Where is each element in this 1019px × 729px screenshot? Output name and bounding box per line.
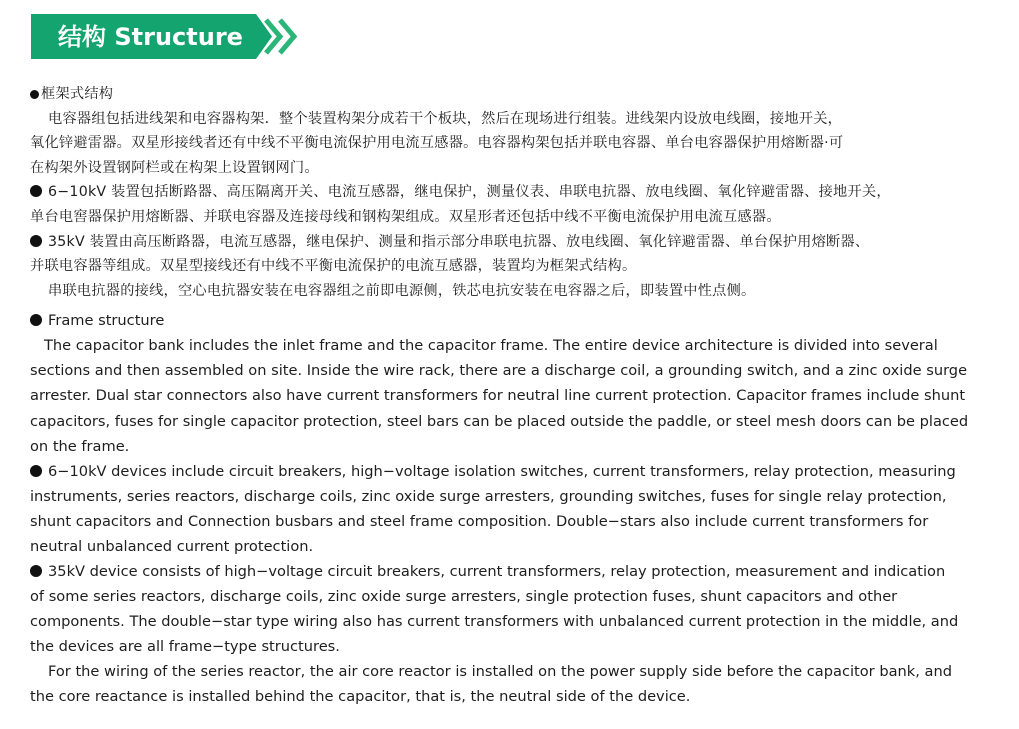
paragraph-line: 单台电窖器保护用熔断器、并联电容器及连接母线和钢构架组成。双星形者还包括中线不平衡电流保护用电流互感器。 (30, 208, 781, 225)
paragraph-line: 串联电抗器的接线，空心电抗器安装在电容器组之前即电源侧，铁芯电抗安装在电容器之后，即装置中性点侧。 (48, 282, 756, 299)
paragraph-line: capacitors, fuses for single capacitor protection, steel bars can be placed outside the paddle, or steel mesh doors can be placed (30, 412, 969, 430)
paragraph-line: 6−10kV 装置包括断路器、高压隔离开关、电流互感器，继电保护，测量仪表、串联电抗器、放电线圈、氧化锌避雷器、接地开关， (30, 180, 1000, 205)
paragraph-line: For the wiring of the series reactor, the air core reactor is installed on the power supply side before the capacitor bank, and (48, 663, 952, 680)
bullet-icon (30, 185, 42, 197)
paragraph-line: on the frame. (30, 437, 130, 455)
bullet-icon (30, 314, 42, 326)
bullet-icon (30, 565, 42, 577)
bullet-icon (30, 90, 39, 99)
english-heading: Frame structure (30, 308, 1000, 333)
paragraph-line: of some series reactors, discharge coils, zinc oxide surge arresters, single protection fuses, shunt capacitors and other (30, 587, 898, 605)
paragraph-line: 在构架外设置钢阿栏或在构架上设置钢网门。 (30, 159, 319, 176)
paragraph-line: sections and then assembled on site. Inside the wire rack, there are a discharge coil, a grounding switch, and a zinc oxide surge (30, 362, 968, 380)
paragraph-line: 35kV 装置由高压断路器，电流互感器，继电保护、测量和指示部分串联电抗器、放电线圈、氧化锌避雷器、单台保护用熔断器、 (30, 230, 1000, 255)
paragraph-line: arrester. Dual star connectors also have current transformers for neutral line current protection. Capacitor frames include shunt (30, 387, 966, 405)
paragraph-line: 6−10kV devices include circuit breakers, high−voltage isolation switches, current transformers, relay protection, measuring (30, 459, 1000, 484)
paragraph-line: 并联电容器等组成。双星型接线还有中线不平衡电流保护的电流互感器，装置均为框架式结构。 (30, 258, 637, 275)
paragraph-line: components. The double−star type wiring also has current transformers with unbalanced current protection in the middle, and (30, 612, 959, 630)
paragraph-line: instruments, series reactors, discharge coils, zinc oxide surge arresters, grounding switches, fuses for single relay protection, (30, 487, 947, 505)
paragraph-line: 35kV device consists of high−voltage circuit breakers, current transformers, relay protection, measurement and indication (30, 559, 1000, 584)
paragraph-line: the devices are all frame−type structures. (30, 637, 340, 655)
bullet-icon (30, 235, 42, 247)
section-title: 结构 Structure (58, 23, 243, 51)
body-text (30, 82, 1000, 709)
paragraph-line: neutral unbalanced current protection. (30, 537, 314, 555)
double-chevron-right-icon (262, 14, 304, 59)
paragraph-line: 氧化锌避雷器。双星形接线者还有中线不平衡电流保护用电流互感器。电容器构架包括并联电容器、单台电容器保护用熔断器·可 (30, 135, 844, 152)
english-section (30, 308, 1000, 709)
paragraph-line: The capacitor bank includes the inlet frame and the capacitor frame. The entire device architecture is divided into several (44, 337, 938, 355)
paragraph-line: shunt capacitors and Connection busbars and steel frame composition. Double−stars also include current transformers for (30, 512, 929, 530)
paragraph-line: the core reactance is installed behind the capacitor, that is, the neutral side of the device. (30, 688, 691, 706)
chinese-section (30, 82, 1000, 303)
paragraph-line: 电容器组包括进线架和电容器构架．整个装置构架分成若干个板块，然后在现场进行组装。进线架内设放电线圈，接地开关， (48, 110, 843, 127)
chinese-heading: 框架式结构 (30, 82, 1000, 107)
bullet-icon (30, 465, 42, 477)
